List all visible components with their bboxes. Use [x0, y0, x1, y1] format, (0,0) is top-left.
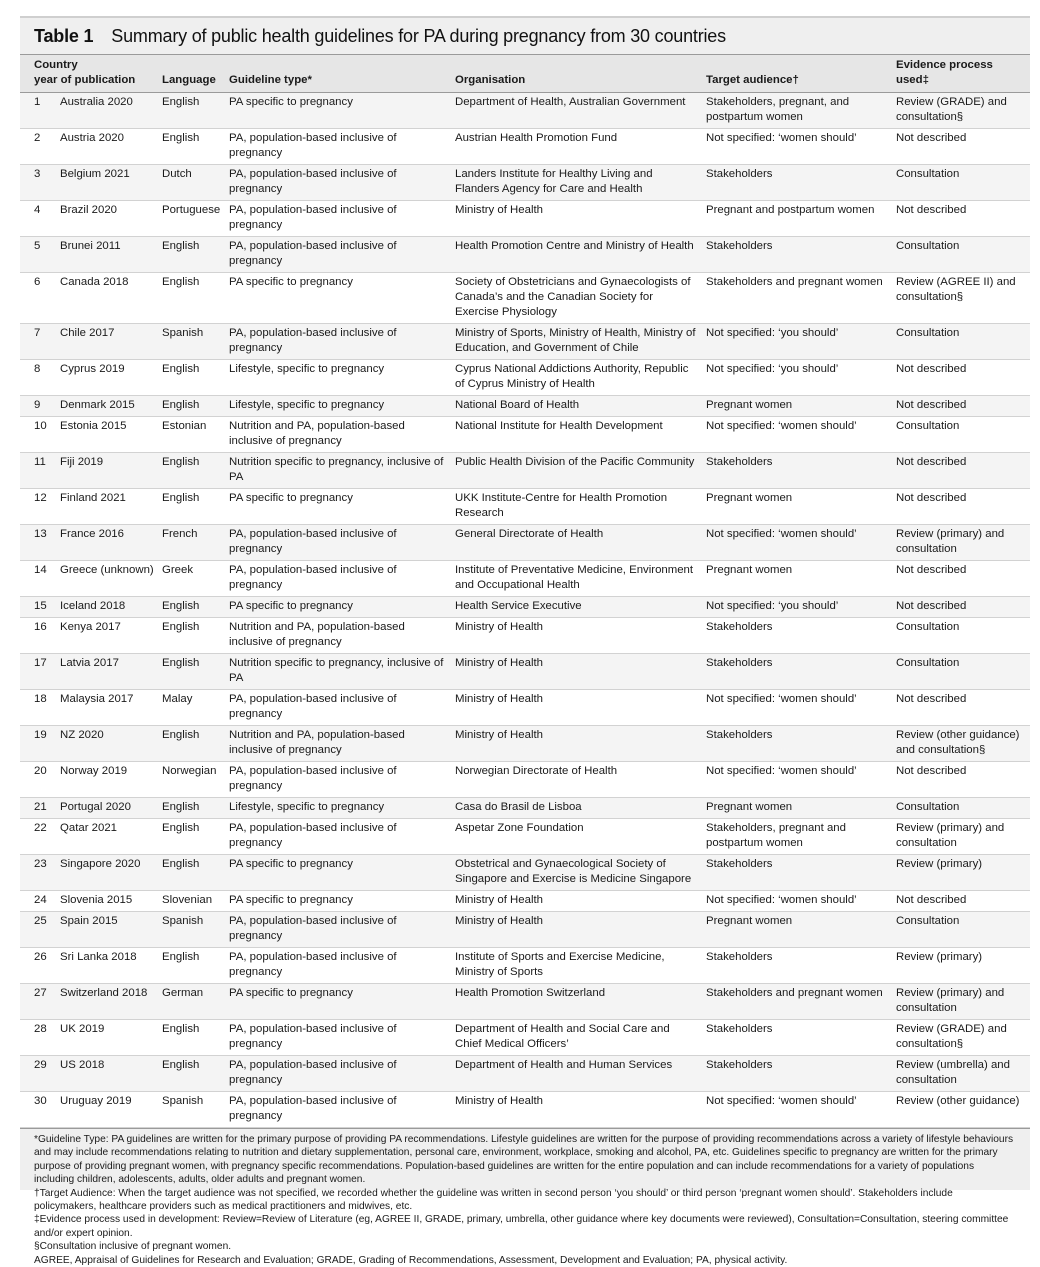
- row-target-audience: Stakeholders: [702, 855, 892, 891]
- row-guideline-type: PA, population-based inclusive of pregnancy: [225, 690, 451, 726]
- row-guideline-type: PA, population-based inclusive of pregnancy: [225, 948, 451, 984]
- row-language: English: [158, 654, 225, 690]
- row-evidence: Consultation: [892, 324, 1030, 360]
- row-guideline-type: PA, population-based inclusive of pregnancy: [225, 324, 451, 360]
- row-number: 16: [34, 621, 47, 633]
- row-language: English: [158, 597, 225, 618]
- row-number: 23: [34, 858, 47, 870]
- table-row: [20, 618, 1030, 654]
- row-country-cell: [20, 597, 158, 618]
- row-target-audience: Pregnant and postpartum women: [702, 201, 892, 237]
- table-row: [20, 360, 1030, 396]
- row-organisation: Ministry of Health: [451, 654, 702, 690]
- row-country: Spain 2015: [60, 915, 118, 927]
- table-row: [20, 453, 1030, 489]
- row-organisation: Health Service Executive: [451, 597, 702, 618]
- table-row: [20, 819, 1030, 855]
- row-target-audience: Stakeholders: [702, 726, 892, 762]
- row-language: Malay: [158, 690, 225, 726]
- row-number: 30: [34, 1095, 47, 1107]
- row-guideline-type: PA, population-based inclusive of pregnancy: [225, 1092, 451, 1128]
- table-row: [20, 726, 1030, 762]
- row-country-cell: [20, 1092, 158, 1128]
- row-organisation: Ministry of Sports, Ministry of Health, Ministry of Education, and Government of Chile: [451, 324, 702, 360]
- row-number: 17: [34, 657, 47, 669]
- row-target-audience: Not specified: ‘you should’: [702, 360, 892, 396]
- table-row: [20, 912, 1030, 948]
- row-country: Iceland 2018: [60, 600, 126, 612]
- row-evidence: Review (primary) and consultation: [892, 984, 1030, 1020]
- row-country-cell: [20, 453, 158, 489]
- row-evidence: Review (AGREE II) and consultation§: [892, 273, 1030, 324]
- row-language: English: [158, 819, 225, 855]
- row-language: Spanish: [158, 324, 225, 360]
- row-country: Norway 2019: [60, 765, 128, 777]
- row-evidence: Consultation: [892, 618, 1030, 654]
- header-language: Language: [158, 55, 225, 93]
- table-row: [20, 237, 1030, 273]
- row-number: 25: [34, 915, 47, 927]
- table-row: [20, 948, 1030, 984]
- row-organisation: Institute of Sports and Exercise Medicine, Ministry of Sports: [451, 948, 702, 984]
- row-target-audience: Pregnant women: [702, 798, 892, 819]
- row-organisation: Austrian Health Promotion Fund: [451, 129, 702, 165]
- row-country-cell: [20, 690, 158, 726]
- header-target-audience: Target audience†: [702, 55, 892, 93]
- table-row: [20, 1092, 1030, 1128]
- row-target-audience: Not specified: ‘you should’: [702, 324, 892, 360]
- row-language: English: [158, 948, 225, 984]
- row-country: Canada 2018: [60, 276, 129, 288]
- row-number: 22: [34, 822, 47, 834]
- row-country: Greece (unknown): [60, 564, 154, 576]
- row-language: French: [158, 525, 225, 561]
- row-country-cell: [20, 819, 158, 855]
- row-evidence: Review (primary): [892, 855, 1030, 891]
- table-row: [20, 129, 1030, 165]
- row-target-audience: Stakeholders: [702, 1056, 892, 1092]
- row-country-cell: [20, 1020, 158, 1056]
- row-number: 28: [34, 1023, 47, 1035]
- row-evidence: Review (other guidance): [892, 1092, 1030, 1128]
- table-row: [20, 891, 1030, 912]
- row-target-audience: Stakeholders: [702, 654, 892, 690]
- row-country: Belgium 2021: [60, 168, 130, 180]
- row-target-audience: Stakeholders, pregnant and postpartum women: [702, 819, 892, 855]
- row-country-cell: [20, 525, 158, 561]
- row-number: 10: [34, 420, 47, 432]
- row-country: Austria 2020: [60, 132, 124, 144]
- row-evidence: Consultation: [892, 237, 1030, 273]
- row-guideline-type: Nutrition specific to pregnancy, inclusive of PA: [225, 453, 451, 489]
- table-row: [20, 201, 1030, 237]
- row-number: 18: [34, 693, 47, 705]
- row-language: Spanish: [158, 1092, 225, 1128]
- table-row: [20, 525, 1030, 561]
- row-country: Cyprus 2019: [60, 363, 125, 375]
- row-evidence: Review (primary) and consultation: [892, 819, 1030, 855]
- row-target-audience: Stakeholders: [702, 237, 892, 273]
- row-country-cell: [20, 855, 158, 891]
- row-guideline-type: PA specific to pregnancy: [225, 489, 451, 525]
- row-country: Singapore 2020: [60, 858, 141, 870]
- footnote-guideline-type: *Guideline Type: PA guidelines are written for the primary purpose of providing PA recommendations. Lifestyle guidelines are written for the purpose of providing recommendations across a variety of lifestyle behaviours and may include recommendations relating to nutrition and dietary supplementation, personal care, environment, workplace, smoking and alcohol, PA, etc. Guidelines specific to pregnancy are written for the primary purpose of providing pregnant women, with pregnancy specific recommendations. Population-based guidelines are written for the entire population and can include recommendations for a variety of populations including children, adolescents, adults, older adults and pregnant women.: [34, 1134, 1014, 1186]
- row-country: Australia 2020: [60, 96, 133, 108]
- row-guideline-type: PA specific to pregnancy: [225, 891, 451, 912]
- row-evidence: Not described: [892, 561, 1030, 597]
- header-country-line1: Country: [34, 59, 78, 71]
- header-evidence: Evidence process used‡: [892, 55, 1030, 93]
- row-country-cell: [20, 201, 158, 237]
- table-row: [20, 855, 1030, 891]
- row-guideline-type: Nutrition specific to pregnancy, inclusive of PA: [225, 654, 451, 690]
- row-guideline-type: PA, population-based inclusive of pregnancy: [225, 129, 451, 165]
- row-country-cell: [20, 798, 158, 819]
- row-evidence: Review (other guidance) and consultation§: [892, 726, 1030, 762]
- row-organisation: Ministry of Health: [451, 1092, 702, 1128]
- row-organisation: Department of Health and Human Services: [451, 1056, 702, 1092]
- row-language: English: [158, 273, 225, 324]
- row-target-audience: Not specified: ‘you should’: [702, 597, 892, 618]
- row-country: Kenya 2017: [60, 621, 121, 633]
- row-organisation: Department of Health and Social Care and Chief Medical Officers’: [451, 1020, 702, 1056]
- row-language: German: [158, 984, 225, 1020]
- row-country-cell: [20, 360, 158, 396]
- row-country: Chile 2017: [60, 327, 115, 339]
- row-organisation: Ministry of Health: [451, 618, 702, 654]
- footnote-abbreviations: AGREE, Appraisal of Guidelines for Research and Evaluation; GRADE, Grading of Recommendations, Assessment, Development and Evaluation; PA, physical activity.: [34, 1254, 788, 1266]
- row-country: Brunei 2011: [60, 240, 121, 252]
- row-evidence: Review (GRADE) and consultation§: [892, 1020, 1030, 1056]
- row-number: 4: [34, 204, 41, 216]
- row-number: 8: [34, 363, 41, 375]
- row-organisation: Ministry of Health: [451, 912, 702, 948]
- row-target-audience: Not specified: ‘women should’: [702, 525, 892, 561]
- row-language: English: [158, 726, 225, 762]
- footnote-consultation: §Consultation inclusive of pregnant women.: [34, 1241, 232, 1253]
- row-number: 3: [34, 168, 41, 180]
- row-target-audience: Not specified: ‘women should’: [702, 690, 892, 726]
- row-language: English: [158, 360, 225, 396]
- row-language: English: [158, 396, 225, 417]
- row-country-cell: [20, 417, 158, 453]
- table-row: [20, 1056, 1030, 1092]
- row-guideline-type: PA specific to pregnancy: [225, 597, 451, 618]
- row-country-cell: [20, 396, 158, 417]
- row-evidence: Consultation: [892, 912, 1030, 948]
- row-guideline-type: Nutrition and PA, population-based inclusive of pregnancy: [225, 726, 451, 762]
- row-guideline-type: PA, population-based inclusive of pregnancy: [225, 237, 451, 273]
- row-number: 24: [34, 894, 47, 906]
- row-target-audience: Stakeholders: [702, 1020, 892, 1056]
- row-target-audience: Stakeholders: [702, 453, 892, 489]
- row-evidence: Not described: [892, 597, 1030, 618]
- row-language: English: [158, 855, 225, 891]
- row-number: 7: [34, 327, 41, 339]
- table-row: [20, 273, 1030, 324]
- row-country-cell: [20, 984, 158, 1020]
- row-number: 19: [34, 729, 47, 741]
- row-target-audience: Stakeholders: [702, 618, 892, 654]
- table-header: [20, 55, 1030, 93]
- row-country: Estonia 2015: [60, 420, 127, 432]
- row-organisation: Department of Health, Australian Government: [451, 93, 702, 129]
- row-evidence: Review (umbrella) and consultation: [892, 1056, 1030, 1092]
- row-evidence: Review (GRADE) and consultation§: [892, 93, 1030, 129]
- row-country: Brazil 2020: [60, 204, 117, 216]
- row-country: Finland 2021: [60, 492, 126, 504]
- row-organisation: Ministry of Health: [451, 690, 702, 726]
- row-evidence: Not described: [892, 690, 1030, 726]
- table-row: [20, 690, 1030, 726]
- row-evidence: Not described: [892, 360, 1030, 396]
- row-guideline-type: Nutrition and PA, population-based inclusive of pregnancy: [225, 618, 451, 654]
- row-target-audience: Pregnant women: [702, 561, 892, 597]
- row-language: Spanish: [158, 912, 225, 948]
- row-organisation: Norwegian Directorate of Health: [451, 762, 702, 798]
- row-target-audience: Not specified: ‘women should’: [702, 417, 892, 453]
- row-guideline-type: PA, population-based inclusive of pregnancy: [225, 165, 451, 201]
- table-row: [20, 561, 1030, 597]
- row-guideline-type: Lifestyle, specific to pregnancy: [225, 798, 451, 819]
- row-target-audience: Stakeholders: [702, 948, 892, 984]
- table-row: [20, 396, 1030, 417]
- row-guideline-type: PA, population-based inclusive of pregnancy: [225, 561, 451, 597]
- row-guideline-type: PA specific to pregnancy: [225, 273, 451, 324]
- row-number: 26: [34, 951, 47, 963]
- row-country-cell: [20, 762, 158, 798]
- row-country: Latvia 2017: [60, 657, 119, 669]
- row-number: 27: [34, 987, 47, 999]
- table-row: [20, 1020, 1030, 1056]
- row-language: English: [158, 93, 225, 129]
- row-organisation: Ministry of Health: [451, 891, 702, 912]
- row-target-audience: Stakeholders and pregnant women: [702, 984, 892, 1020]
- row-guideline-type: PA, population-based inclusive of pregnancy: [225, 1056, 451, 1092]
- row-guideline-type: Lifestyle, specific to pregnancy: [225, 360, 451, 396]
- row-country: Qatar 2021: [60, 822, 117, 834]
- row-evidence: Consultation: [892, 165, 1030, 201]
- row-evidence: Not described: [892, 453, 1030, 489]
- row-guideline-type: PA, population-based inclusive of pregnancy: [225, 912, 451, 948]
- row-target-audience: Pregnant women: [702, 912, 892, 948]
- row-organisation: National Institute for Health Development: [451, 417, 702, 453]
- row-language: Portuguese: [158, 201, 225, 237]
- row-guideline-type: PA, population-based inclusive of pregnancy: [225, 762, 451, 798]
- row-number: 1: [34, 96, 41, 108]
- row-country-cell: [20, 561, 158, 597]
- row-country-cell: [20, 273, 158, 324]
- row-number: 6: [34, 276, 41, 288]
- row-target-audience: Stakeholders, pregnant, and postpartum women: [702, 93, 892, 129]
- row-country-cell: [20, 912, 158, 948]
- row-number: 20: [34, 765, 47, 777]
- row-number: 14: [34, 564, 47, 576]
- row-organisation: Health Promotion Switzerland: [451, 984, 702, 1020]
- row-country-cell: [20, 654, 158, 690]
- row-guideline-type: Lifestyle, specific to pregnancy: [225, 396, 451, 417]
- row-language: English: [158, 237, 225, 273]
- row-country: Sri Lanka 2018: [60, 951, 137, 963]
- row-number: 15: [34, 600, 47, 612]
- row-language: English: [158, 1056, 225, 1092]
- row-number: 12: [34, 492, 47, 504]
- row-evidence: Consultation: [892, 654, 1030, 690]
- table-row: [20, 93, 1030, 129]
- row-target-audience: Not specified: ‘women should’: [702, 129, 892, 165]
- table-row: [20, 165, 1030, 201]
- row-organisation: National Board of Health: [451, 396, 702, 417]
- row-country-cell: [20, 891, 158, 912]
- row-country-cell: [20, 237, 158, 273]
- row-language: English: [158, 1020, 225, 1056]
- row-target-audience: Pregnant women: [702, 489, 892, 525]
- table-row: [20, 324, 1030, 360]
- row-country-cell: [20, 1056, 158, 1092]
- row-language: Estonian: [158, 417, 225, 453]
- row-language: Slovenian: [158, 891, 225, 912]
- row-number: 13: [34, 528, 47, 540]
- row-organisation: Obstetrical and Gynaecological Society of Singapore and Exercise is Medicine Singapore: [451, 855, 702, 891]
- row-evidence: Consultation: [892, 798, 1030, 819]
- row-evidence: Review (primary): [892, 948, 1030, 984]
- header-country: [20, 55, 158, 93]
- table-label: Table 1: [34, 25, 94, 46]
- table-row: [20, 798, 1030, 819]
- row-number: 21: [34, 801, 47, 813]
- row-country: Switzerland 2018: [60, 987, 148, 999]
- row-language: English: [158, 453, 225, 489]
- row-country: France 2016: [60, 528, 124, 540]
- row-evidence: Not described: [892, 396, 1030, 417]
- row-evidence: Not described: [892, 489, 1030, 525]
- row-target-audience: Not specified: ‘women should’: [702, 891, 892, 912]
- row-country: UK 2019: [60, 1023, 105, 1035]
- row-country: Fiji 2019: [60, 456, 104, 468]
- row-guideline-type: PA specific to pregnancy: [225, 855, 451, 891]
- row-country: Portugal 2020: [60, 801, 131, 813]
- row-country: NZ 2020: [60, 729, 104, 741]
- header-organisation: Organisation: [451, 55, 702, 93]
- row-number: 11: [34, 456, 46, 468]
- table-row: [20, 984, 1030, 1020]
- row-guideline-type: PA specific to pregnancy: [225, 93, 451, 129]
- header-country-line2: year of publication: [34, 74, 136, 86]
- row-country-cell: [20, 324, 158, 360]
- row-organisation: Ministry of Health: [451, 726, 702, 762]
- row-country: Denmark 2015: [60, 399, 135, 411]
- row-country-cell: [20, 948, 158, 984]
- row-country-cell: [20, 726, 158, 762]
- row-number: 2: [34, 132, 41, 144]
- row-target-audience: Stakeholders: [702, 165, 892, 201]
- row-country: Slovenia 2015: [60, 894, 133, 906]
- row-guideline-type: PA, population-based inclusive of pregnancy: [225, 819, 451, 855]
- row-country: Uruguay 2019: [60, 1095, 132, 1107]
- footnotes: [20, 1128, 1030, 1267]
- row-language: Dutch: [158, 165, 225, 201]
- row-target-audience: Pregnant women: [702, 396, 892, 417]
- row-organisation: General Directorate of Health: [451, 525, 702, 561]
- table-caption: Summary of public health guidelines for PA during pregnancy from 30 countries: [111, 25, 726, 46]
- row-number: 9: [34, 399, 41, 411]
- row-evidence: Not described: [892, 891, 1030, 912]
- row-target-audience: Stakeholders and pregnant women: [702, 273, 892, 324]
- guidelines-table: [20, 54, 1030, 1128]
- row-organisation: Casa do Brasil de Lisboa: [451, 798, 702, 819]
- row-language: English: [158, 618, 225, 654]
- table-panel: [20, 16, 1030, 1266]
- footnote-target-audience: †Target Audience: When the target audience was not specified, we recorded whether the guideline was written in second person ‘you should’ or third person ‘pregnant women should’. Stakeholders include policymakers, healthcare providers such as medical practitioners and midwives, etc.: [34, 1187, 953, 1213]
- table-row: [20, 489, 1030, 525]
- row-number: 5: [34, 240, 41, 252]
- row-organisation: Cyprus National Addictions Authority, Republic of Cyprus Ministry of Health: [451, 360, 702, 396]
- row-country-cell: [20, 618, 158, 654]
- row-organisation: Landers Institute for Healthy Living and Flanders Agency for Care and Health: [451, 165, 702, 201]
- row-evidence: Not described: [892, 762, 1030, 798]
- table-row: [20, 762, 1030, 798]
- header-guideline-type: Guideline type*: [225, 55, 451, 93]
- row-language: Greek: [158, 561, 225, 597]
- row-organisation: Society of Obstetricians and Gynaecologists of Canada’s and the Canadian Society for Exercise Physiology: [451, 273, 702, 324]
- row-organisation: Institute of Preventative Medicine, Environment and Occupational Health: [451, 561, 702, 597]
- footnote-evidence-process: ‡Evidence process used in development: Review=Review of Literature (eg, AGREE II, GRADE, primary, umbrella, other guidance where key documents were reviewed), Consultation=Consultation, steering committee and/or expert opinion.: [34, 1214, 1009, 1239]
- row-guideline-type: Nutrition and PA, population-based inclusive of pregnancy: [225, 417, 451, 453]
- row-evidence: Review (primary) and consultation: [892, 525, 1030, 561]
- row-organisation: Health Promotion Centre and Ministry of Health: [451, 237, 702, 273]
- table-row: [20, 597, 1030, 618]
- table-row: [20, 417, 1030, 453]
- row-organisation: Aspetar Zone Foundation: [451, 819, 702, 855]
- row-target-audience: Not specified: ‘women should’: [702, 762, 892, 798]
- row-guideline-type: PA, population-based inclusive of pregnancy: [225, 1020, 451, 1056]
- row-organisation: UKK Institute-Centre for Health Promotion Research: [451, 489, 702, 525]
- row-evidence: Not described: [892, 201, 1030, 237]
- row-country-cell: [20, 129, 158, 165]
- row-evidence: Not described: [892, 129, 1030, 165]
- row-target-audience: Not specified: ‘women should’: [702, 1092, 892, 1128]
- row-guideline-type: PA specific to pregnancy: [225, 984, 451, 1020]
- row-country-cell: [20, 93, 158, 129]
- row-country: Malaysia 2017: [60, 693, 134, 705]
- row-country-cell: [20, 489, 158, 525]
- table-title: [20, 18, 1030, 54]
- table-body: [20, 93, 1030, 1128]
- row-country-cell: [20, 165, 158, 201]
- row-language: English: [158, 129, 225, 165]
- row-language: English: [158, 489, 225, 525]
- row-language: English: [158, 798, 225, 819]
- row-number: 29: [34, 1059, 47, 1071]
- row-language: Norwegian: [158, 762, 225, 798]
- row-country: US 2018: [60, 1059, 105, 1071]
- row-guideline-type: PA, population-based inclusive of pregnancy: [225, 201, 451, 237]
- row-guideline-type: PA, population-based inclusive of pregnancy: [225, 525, 451, 561]
- row-organisation: Ministry of Health: [451, 201, 702, 237]
- table-row: [20, 654, 1030, 690]
- row-organisation: Public Health Division of the Pacific Community: [451, 453, 702, 489]
- row-evidence: Consultation: [892, 417, 1030, 453]
